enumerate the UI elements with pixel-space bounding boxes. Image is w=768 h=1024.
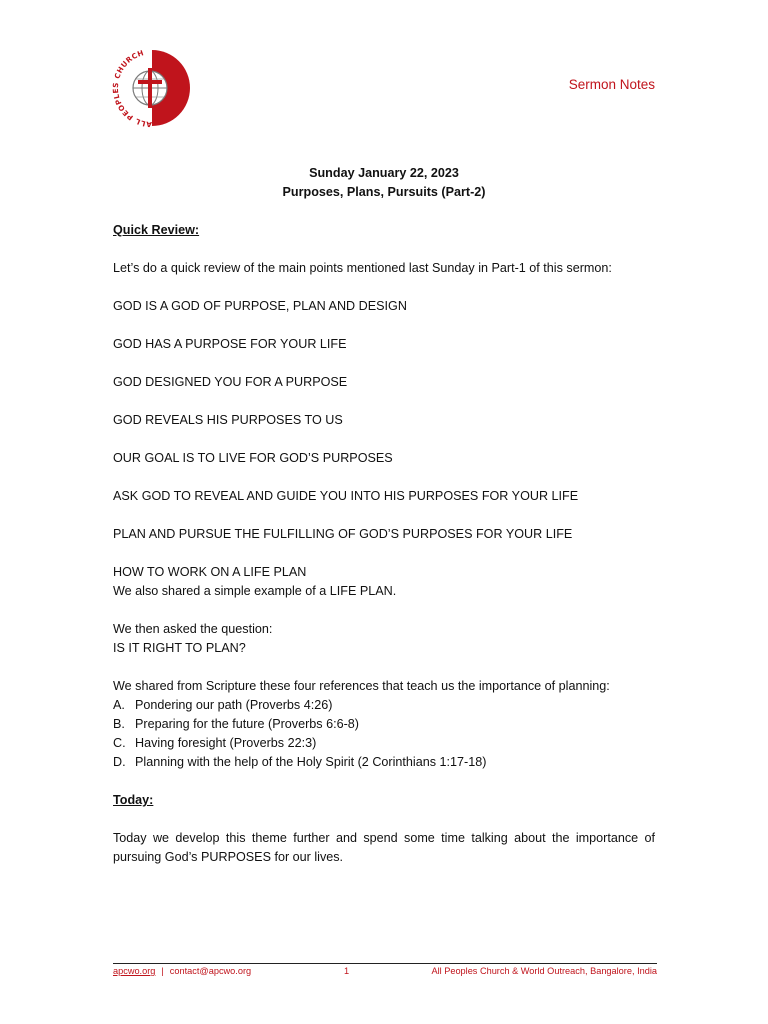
church-logo xyxy=(108,46,192,130)
sermon-date: Sunday January 22, 2023 xyxy=(309,166,459,180)
website-link[interactable]: apcwo.org xyxy=(113,966,156,976)
list-marker: A. xyxy=(113,698,125,712)
page-number: 1 xyxy=(344,966,350,976)
today-heading: Today: xyxy=(113,793,154,807)
list-marker: B. xyxy=(113,717,125,731)
organization-name: All Peoples Church & World Outreach, Bangalore, India xyxy=(431,966,657,976)
header-label: Sermon Notes xyxy=(568,77,655,92)
list-item xyxy=(113,696,655,715)
list-item-text: Planning with the help of the Holy Spirit (2 Corinthians 1:17-18) xyxy=(135,755,487,769)
review-point: GOD IS A GOD OF PURPOSE, PLAN AND DESIGN xyxy=(113,299,407,313)
svg-text:ALL PEOPLES CHURCH: ALL PEOPLES CHURCH xyxy=(110,48,153,130)
sermon-title: Purposes, Plans, Pursuits (Part-2) xyxy=(282,185,486,199)
review-intro: Let’s do a quick review of the main points mentioned last Sunday in Part-1 of this sermon: xyxy=(113,261,612,275)
footer-separator: | xyxy=(161,966,164,976)
church-logo-icon xyxy=(108,46,192,130)
question-intro: We then asked the question: xyxy=(113,622,273,636)
life-plan-heading: HOW TO WORK ON A LIFE PLAN xyxy=(113,565,307,579)
list-item xyxy=(113,715,655,734)
document-body xyxy=(113,164,655,867)
contact-email[interactable]: contact@apcwo.org xyxy=(169,966,252,976)
list-item-text: Pondering our path (Proverbs 4:26) xyxy=(135,698,333,712)
review-point: ASK GOD TO REVEAL AND GUIDE YOU INTO HIS PURPOSES FOR YOUR LIFE xyxy=(113,489,579,503)
list-item xyxy=(113,734,655,753)
quick-review-heading: Quick Review: xyxy=(113,223,200,237)
review-point: GOD HAS A PURPOSE FOR YOUR LIFE xyxy=(113,337,347,351)
question: IS IT RIGHT TO PLAN? xyxy=(113,641,246,655)
scripture-intro: We shared from Scripture these four references that teach us the importance of planning: xyxy=(113,679,610,693)
review-point: GOD REVEALS HIS PURPOSES TO US xyxy=(113,413,343,427)
review-point: GOD DESIGNED YOU FOR A PURPOSE xyxy=(113,375,348,389)
page-footer xyxy=(113,966,657,976)
footer-divider xyxy=(113,963,657,964)
today-text: Today we develop this theme further and spend some time talking about the importance of pursuing God’s PURPOSES for our lives. xyxy=(113,831,655,864)
list-marker: C. xyxy=(113,736,126,750)
list-marker: D. xyxy=(113,755,126,769)
scripture-references xyxy=(113,696,655,772)
review-point: PLAN AND PURSUE THE FULFILLING OF GOD’S PURPOSES FOR YOUR LIFE xyxy=(113,527,573,541)
life-plan-text: We also shared a simple example of a LIFE PLAN. xyxy=(113,584,397,598)
list-item-text: Having foresight (Proverbs 22:3) xyxy=(135,736,317,750)
review-point: OUR GOAL IS TO LIVE FOR GOD’S PURPOSES xyxy=(113,451,393,465)
list-item xyxy=(113,753,655,772)
list-item-text: Preparing for the future (Proverbs 6:6-8) xyxy=(135,717,359,731)
